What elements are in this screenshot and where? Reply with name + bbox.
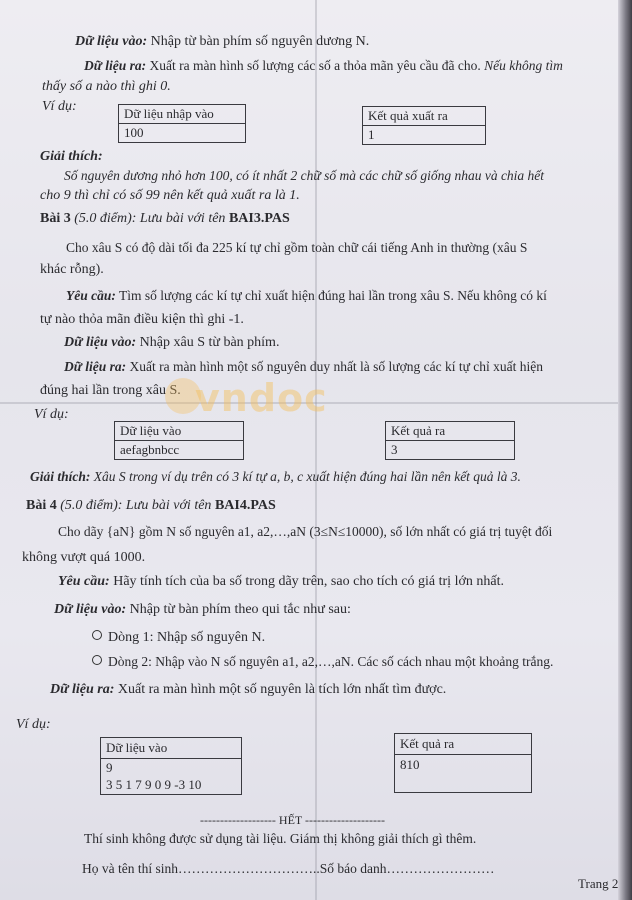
bai3-req2: tự nào thỏa mãn điều kiện thì ghi -1.: [40, 312, 244, 327]
bai4-input-line: [54, 601, 351, 619]
bai3-example-output-header: Kết quả ra: [391, 423, 446, 438]
output-text-2: thấy số a nào thì ghi 0.: [42, 79, 171, 94]
bai4-desc2: không vượt quá 1000.: [22, 550, 146, 565]
bai4-desc1: Cho dãy {aN} gồm N số nguyên a1, a2,…,aN (3≤N≤10000), số lớn nhất có giá trị tuyệt đối: [58, 524, 553, 539]
bai3-file: BAI3.PAS: [228, 211, 290, 226]
bai3-out1: Xuất ra màn hình một số nguyên duy nhất là số lượng các kí tự chỉ xuất hiện: [129, 359, 544, 374]
bai3-example-input-table: [114, 421, 244, 460]
bai4-example-input-row1: 9: [101, 758, 241, 776]
paper-fold-vertical: [315, 0, 317, 900]
bai4-input-rule-2: [92, 653, 553, 671]
bai3-desc1: Cho xâu S có độ dài tối đa 225 kí tự chỉ gồm toàn chữ cái tiếng Anh in thường (xâu S: [66, 240, 528, 255]
bai4-points: (5.0 điểm): Lưu bài với tên: [60, 498, 212, 513]
bai3-out-label: Dữ liệu ra:: [64, 359, 127, 374]
example1-input-table: [118, 104, 246, 143]
bai4-example-output-value: 810: [395, 754, 531, 775]
bai3-out2: đúng hai lần trong xâu S.: [40, 383, 181, 398]
bai4-example-input-row2: 3 5 1 7 9 0 9 -3 10: [106, 777, 202, 792]
page-number: Trang 2: [578, 876, 619, 891]
input-text: Nhập từ bàn phím số nguyên dương N.: [150, 34, 370, 49]
example1-input-value: 100: [119, 123, 245, 142]
bai3-in-text: Nhập xâu S từ bàn phím.: [139, 335, 280, 350]
bai4-req-label: Yêu cầu:: [58, 574, 110, 589]
example1-output-table: [362, 106, 486, 145]
bai3-example-label: Ví dụ:: [34, 407, 69, 422]
example1-input-header: Dữ liệu nhập vào: [124, 106, 214, 121]
bai3-title: Bài 3: [40, 211, 71, 226]
bai3-example-input-value: aefagbnbcc: [115, 440, 243, 459]
bai4-rule1-text: Dòng 1: Nhập số nguyên N.: [108, 630, 266, 645]
bai4-title: Bài 4: [26, 498, 57, 513]
bai3-req-line: [66, 287, 547, 305]
output-text-1-italic: Nếu không tìm: [484, 58, 563, 73]
bai4-out-label: Dữ liệu ra:: [50, 682, 115, 697]
output-spec-line: [84, 57, 563, 75]
bai4-input-rule-1: [92, 629, 265, 647]
output-label: Dữ liệu ra:: [84, 58, 147, 73]
end-mark: ------------------- HẾT --------------------: [200, 813, 385, 827]
bai3-explain-label: Giải thích:: [30, 469, 91, 484]
bai4-example-input-header: Dữ liệu vào: [106, 740, 168, 755]
bai4-file: BAI4.PAS: [214, 498, 276, 513]
exam-note: Thí sinh không được sử dụng tài liệu. Giám thị không giải thích gì thêm.: [84, 831, 477, 846]
bai3-explain-line: [30, 468, 521, 486]
input-spec-line: [75, 33, 369, 51]
circle-bullet-icon: [92, 630, 102, 640]
bai3-example-output-value: 3: [386, 440, 514, 459]
bai3-example-output-table: [385, 421, 515, 460]
bai3-output-line: [64, 358, 543, 376]
bai4-example-input-table: [100, 737, 242, 795]
bai3-in-label: Dữ liệu vào:: [64, 335, 137, 350]
bai4-in-label: Dữ liệu vào:: [54, 602, 127, 617]
example1-output-header: Kết quả xuất ra: [368, 108, 448, 123]
circle-bullet-icon: [92, 655, 102, 665]
bai3-example-input-header: Dữ liệu vào: [120, 423, 182, 438]
candidate-name-line: Họ và tên thí sinh…………………………..Số báo danh……………………: [82, 861, 495, 876]
bai3-req-label: Yêu cầu:: [66, 288, 116, 303]
bai4-req-text: Hãy tính tích của ba số trong dãy trên, sao cho tích có giá trị lớn nhất.: [113, 574, 504, 589]
bai4-heading: [26, 497, 276, 515]
bai3-points: (5.0 điểm): Lưu bài với tên: [74, 211, 226, 226]
watermark: vndoc: [195, 376, 328, 420]
explain1-label: Giải thích:: [40, 149, 103, 164]
paper-edge-shadow: [618, 0, 632, 900]
bai4-example-label: Ví dụ:: [16, 717, 51, 732]
bai3-explain-text: Xâu S trong ví dụ trên có 3 kí tự a, b, c xuất hiện đúng hai lần nên kết quả là 3.: [93, 469, 521, 484]
bai4-example-output-table: [394, 733, 532, 793]
output-text-1: Xuất ra màn hình số lượng các số a thỏa mãn yêu cầu đã cho.: [149, 58, 481, 73]
bai4-output-line: [50, 681, 446, 699]
bai4-rule2-text: Dòng 2: Nhập vào N số nguyên a1, a2,…,aN. Các số cách nhau một khoảng trắng.: [108, 654, 554, 669]
bai3-desc2: khác rỗng).: [40, 262, 104, 277]
input-label: Dữ liệu vào:: [75, 34, 148, 49]
bai4-example-output-header: Kết quả ra: [400, 736, 455, 751]
bai3-input-line: [64, 334, 279, 352]
bai4-out-text: Xuất ra màn hình một số nguyên là tích lớn nhất tìm được.: [117, 682, 447, 697]
example1-output-value: 1: [363, 125, 485, 144]
example1-label: Ví dụ:: [42, 99, 77, 114]
bai4-in-text: Nhập từ bàn phím theo qui tắc như sau:: [129, 602, 351, 617]
bai3-req1: Tìm số lượng các kí tự chỉ xuất hiện đúng hai lần trong xâu S. Nếu không có kí: [119, 288, 547, 303]
bai4-req-line: [58, 573, 504, 591]
explain1-line1: Số nguyên dương nhỏ hơn 100, có ít nhất 2 chữ số mà các chữ số giống nhau và chia hết: [64, 168, 545, 183]
explain1-line2: cho 9 thì chỉ có số 99 nên kết quả xuất ra là 1.: [40, 188, 300, 203]
bai3-heading: [40, 210, 290, 228]
